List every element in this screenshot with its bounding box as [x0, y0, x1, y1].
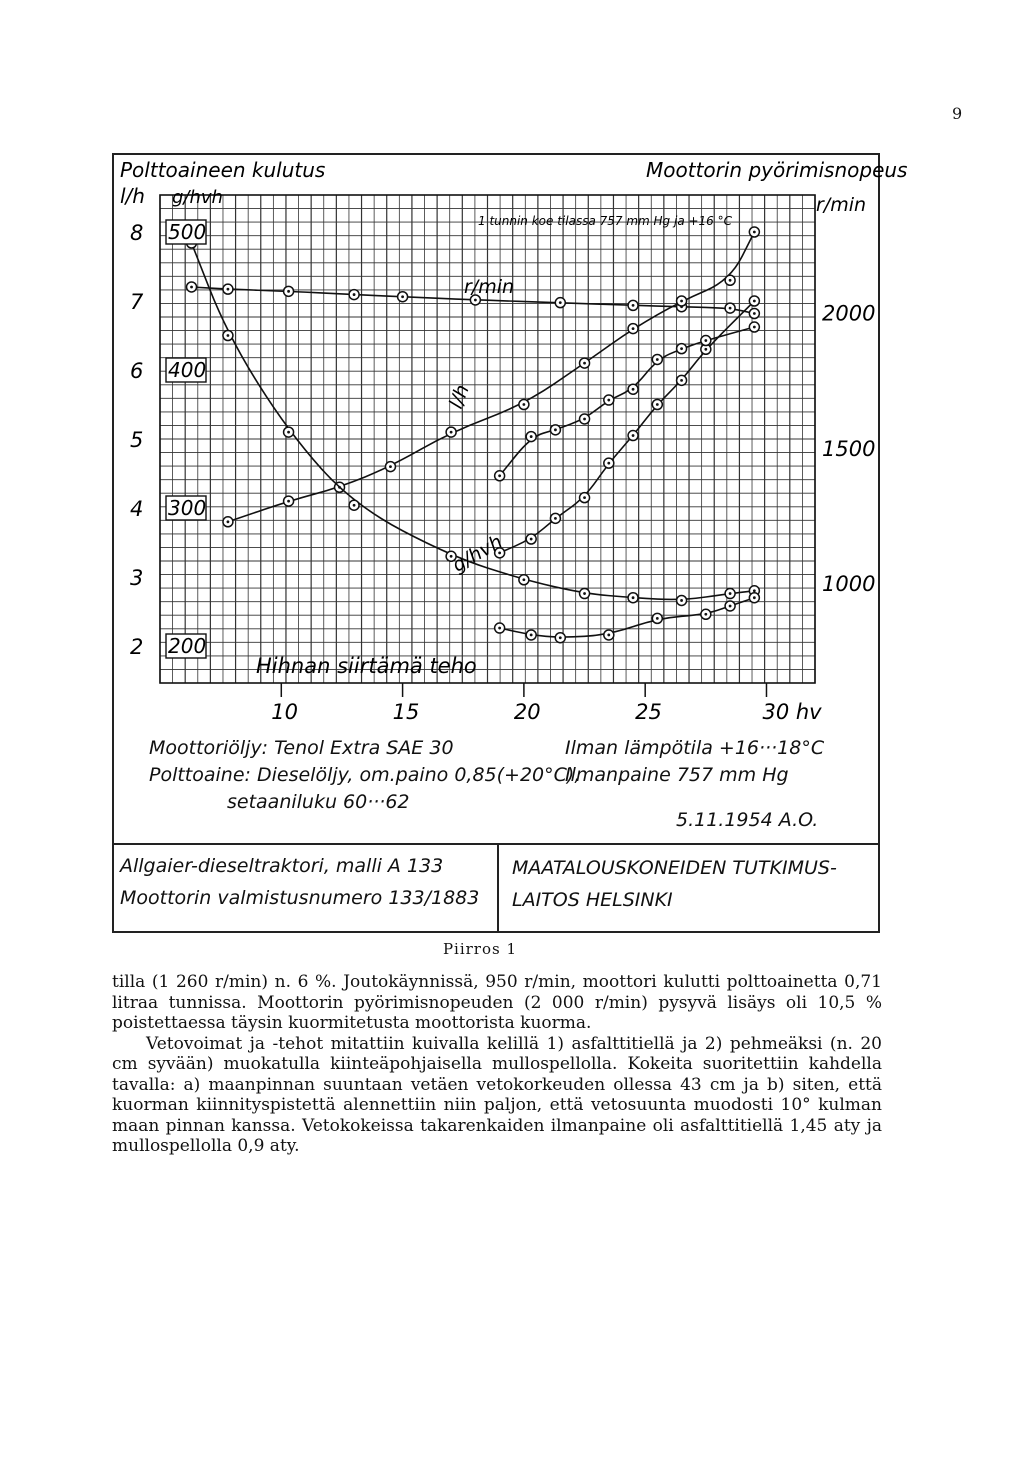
data-point-center — [607, 399, 610, 402]
tractor-info — [120, 850, 479, 914]
data-point-center — [190, 286, 193, 289]
y-tick-label-rmin: 1500 — [822, 436, 876, 461]
x-tick-label: 15 — [392, 700, 420, 724]
data-point-center — [607, 634, 610, 637]
data-point-center — [401, 295, 404, 298]
data-point-center — [498, 627, 501, 630]
x-tick-label: 30 hv — [762, 700, 822, 724]
data-point-center — [498, 474, 501, 477]
data-point-center — [287, 431, 290, 434]
data-point-center — [753, 231, 756, 234]
data-point-center — [680, 379, 683, 382]
chart-title-right: Moottorin pyörimisnopeus — [646, 158, 908, 182]
data-point-center — [753, 589, 756, 592]
curve-label-lh: l/h — [445, 381, 474, 412]
data-point-center — [729, 592, 732, 595]
data-point-center — [704, 339, 707, 342]
data-point-center — [583, 496, 586, 499]
data-point-center — [522, 578, 525, 581]
data-point-center — [554, 517, 557, 520]
data-point-center — [729, 279, 732, 282]
data-point-center — [559, 636, 562, 639]
y-tick-label-gh: 400 — [168, 358, 207, 382]
y-tick-label-lh: 2 — [130, 635, 144, 659]
data-point-center — [227, 288, 230, 291]
note-air-pressure: Ilmanpaine 757 mm Hg — [565, 764, 789, 786]
data-point-center — [656, 617, 659, 620]
paragraph-2: Vetovoimat ja -tehot mitattiin kuivalla kelillä 1) asfalttitiellä ja 2) pehmeäksi (n. 20 cm syvään) muokatulla kiinteäpohjaisella mullospellolla. Kokeita suoritettiin kahdella tavalla: a) maanpinnan suuntaan vetäen vetokorkeuden ollessa 43 cm ja b) siten, että kuorman kiinnityspistettä alennettiin niin paljon, että vetosuunta muodosti 10° kulman maan pinnan kanssa. Vetokokeissa takarenkaiden ilmanpaine oli asfalttitiellä 1,45 aty ja mullospellolla 0,9 aty. — [112, 1033, 882, 1156]
data-point-center — [656, 358, 659, 361]
data-point-center — [632, 434, 635, 437]
x-axis-label: Hihnan siirtämä teho — [256, 654, 477, 678]
data-point-center — [583, 362, 586, 365]
figure-caption: Piirros 1 — [442, 940, 518, 958]
figure-vertical-divider — [497, 843, 499, 933]
data-point-center — [287, 290, 290, 293]
y-tick-label-lh: 4 — [130, 497, 144, 521]
note-date: 5.11.1954 A.O. — [676, 809, 819, 831]
data-point-center — [729, 605, 732, 608]
tractor-model: Allgaier-dieseltraktori, malli A 133 — [120, 855, 444, 877]
data-point-center — [704, 348, 707, 351]
data-point-center — [729, 307, 732, 310]
unit-rmin-label: r/min — [816, 194, 867, 216]
y-tick-label-lh: 3 — [130, 566, 144, 590]
institute-name-line1: MAATALOUSKONEIDEN TUTKIMUS- — [512, 857, 837, 879]
engine-serial: Moottorin valmistusnumero 133/1883 — [120, 887, 480, 909]
y-tick-label-lh: 5 — [130, 428, 144, 452]
data-point-center — [632, 596, 635, 599]
note-air-temp: Ilman lämpötila +16···18°C — [565, 737, 825, 759]
data-point-center — [530, 634, 533, 637]
note-oil: Moottoriöljy: Tenol Extra SAE 30 — [149, 737, 454, 759]
test-conditions-note: 1 tunnin koe tilassa 757 mm Hg ja +16 °C — [478, 214, 732, 228]
data-point-center — [227, 520, 230, 523]
data-point-center — [227, 334, 230, 337]
data-point-center — [474, 299, 477, 302]
data-point-center — [753, 326, 756, 329]
unit-lh-label: l/h — [120, 184, 145, 208]
data-point-center — [753, 300, 756, 303]
institute-name-line2: LAITOS HELSINKI — [512, 889, 673, 911]
data-point-center — [680, 599, 683, 602]
data-point-center — [530, 538, 533, 541]
data-point-center — [583, 592, 586, 595]
y-tick-label-rmin: 2000 — [822, 301, 876, 326]
data-point-center — [554, 428, 557, 431]
data-point-center — [530, 435, 533, 438]
x-tick-label: 20 — [513, 700, 541, 724]
body-text — [112, 972, 882, 1157]
data-point-center — [522, 403, 525, 406]
paragraph-1: tilla (1 260 r/min) n. 6 %. Joutokäynnissä, 950 r/min, moottori kulutti polttoainetta 0,71 litraa tunnissa. Moottorin pyörimisnopeuden (2 000 r/min) pysyvä lisäys oli 10,5 % poistettaessa täysin kuormitetusta moottorista kuorma. — [112, 972, 882, 1033]
y-tick-label-rmin: 1000 — [822, 572, 876, 596]
figure-divider — [112, 843, 880, 845]
data-point-center — [607, 462, 610, 465]
data-point-center — [450, 431, 453, 434]
data-point-center — [680, 300, 683, 303]
data-point-center — [389, 465, 392, 468]
y-tick-label-gh: 300 — [168, 496, 207, 520]
data-point-center — [287, 500, 290, 503]
data-point-center — [353, 504, 356, 507]
y-tick-label-lh: 8 — [130, 221, 144, 245]
x-tick-label: 25 — [635, 700, 662, 724]
unit-gh-label: g/hvh — [172, 187, 223, 208]
note-fuel: Polttoaine: Dieselöljy, om.paino 0,85(+20°C), — [149, 764, 581, 786]
note-cetane: setaaniluku 60···62 — [227, 791, 410, 813]
data-point-center — [656, 403, 659, 406]
data-point-center — [680, 347, 683, 350]
curve-label-gh: g/hvh — [448, 530, 507, 577]
data-point-center — [632, 388, 635, 391]
data-point-center — [753, 312, 756, 315]
data-point-center — [632, 304, 635, 307]
data-point-center — [353, 293, 356, 296]
curve-label-rmin: r/min — [464, 276, 515, 298]
data-point-center — [583, 418, 586, 421]
y-tick-label-lh: 7 — [130, 290, 144, 314]
data-point-center — [559, 301, 562, 304]
x-tick-label: 10 — [271, 700, 299, 724]
y-tick-label-gh: 200 — [168, 634, 207, 658]
y-tick-label-lh: 6 — [130, 359, 144, 383]
institute-info — [512, 852, 837, 916]
chart-title-left: Polttoaineen kulutus — [120, 158, 326, 182]
performance-chart — [112, 153, 908, 753]
data-point-center — [704, 613, 707, 616]
data-point-center — [753, 596, 756, 599]
page-number: 9 — [952, 104, 963, 123]
data-point-center — [632, 327, 635, 330]
y-tick-label-gh: 500 — [168, 220, 207, 244]
